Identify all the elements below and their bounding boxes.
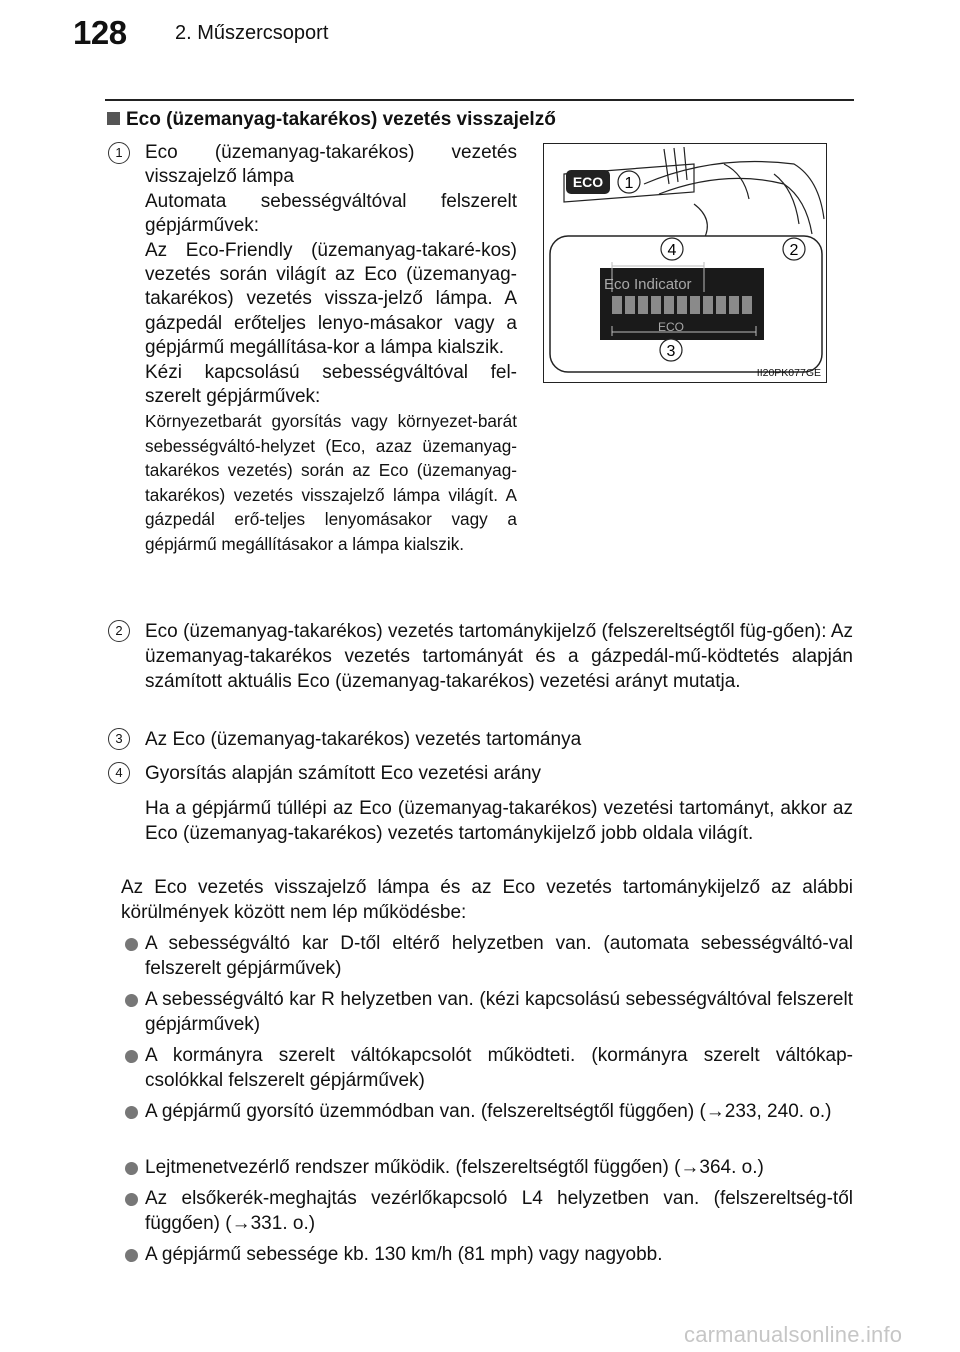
callout-number-4-icon: 4 — [108, 762, 130, 784]
header-rule — [105, 99, 854, 101]
bullet-dot-icon — [125, 1193, 138, 1206]
item-2-text: Eco (üzemanyag-takarékos) vezetés tartománykijelző (felszereltségtől füg-gően): Az üzemanyag-takarékos vezetés tartományát és a gázpedál-mű-ködtetés alapján számított aktuális Eco (üzemanyag-takarékos) vezetési arányt mutatja. — [145, 621, 853, 692]
eco-indicator-figure — [543, 143, 827, 383]
eco-indicator-illustration — [544, 144, 827, 383]
figure-callout-4-label: 4 — [667, 242, 677, 259]
bullet-dot-icon — [125, 1050, 138, 1063]
section-title — [107, 109, 556, 131]
figure-callout-2-label: 2 — [789, 242, 799, 259]
figure-callout-3-label: 3 — [666, 343, 676, 360]
callout-number-2-icon: 2 — [108, 620, 130, 642]
figure-callout-1-label: 1 — [624, 175, 634, 192]
eco-badge-label: ECO — [572, 174, 604, 190]
condition-item: A sebességváltó kar D-től eltérő helyzetben van. (automata sebességváltó-val felszerelt gépjárművek) — [145, 933, 853, 979]
condition-item: Az elsőkerék-meghajtás vezérlőkapcsoló L4 helyzetben van. (felszereltség-től függően) (→331. o.) — [145, 1188, 853, 1234]
callout-number-1-icon: 1 — [108, 142, 130, 164]
eco-indicator-title: Eco Indicator — [604, 276, 692, 293]
condition-item: A gépjármű sebessége kb. 130 km/h (81 mph) vagy nagyobb. — [145, 1244, 663, 1265]
item-1-manual-heading: Kézi kapcsolású sebességváltóval fel-szerelt gépjárművek: — [145, 361, 517, 408]
item-4-text: Gyorsítás alapján számított Eco vezetési arány — [145, 763, 542, 784]
chapter-title: 2. Műszercsoport — [175, 22, 329, 44]
bullet-dot-icon — [125, 994, 138, 1007]
bullet-dot-icon — [125, 938, 138, 951]
bullet-dot-icon — [125, 1106, 138, 1119]
eco-bar-segments — [612, 296, 752, 314]
page-number: 128 — [73, 14, 127, 51]
item-3-text: Az Eco (üzemanyag-takarékos) vezetés tartománya — [145, 729, 582, 750]
condition-item: Lejtmenetvezérlő rendszer működik. (felszereltségtől függően) (→364. o.) — [145, 1157, 764, 1178]
bullet-dot-icon — [125, 1249, 138, 1262]
bullet-dot-icon — [125, 1162, 138, 1175]
range-note: Ha a gépjármű túllépi az Eco (üzemanyag-takarékos) vezetési tartományt, akkor az Eco (üzemanyag-takarékos) vezetés tartománykijelző jobb oldala világít. — [145, 798, 853, 844]
item-1 — [145, 141, 517, 556]
figure-code: II20PK077GE — [756, 367, 821, 379]
condition-item: A sebességváltó kar R helyzetben van. (kézi kapcsolású sebességváltóval felszerelt gépjárművek) — [145, 989, 853, 1035]
condition-item: A gépjármű gyorsító üzemmódban van. (felszereltségtől függően) (→233, 240. o.) — [145, 1101, 832, 1122]
section-square-icon — [107, 112, 120, 125]
item-1-auto-heading: Automata sebességváltóval felszerelt gépjárművek: — [145, 190, 517, 237]
condition-item: A kormányra szerelt váltókapcsolót működteti. (kormányra szerelt váltókap-csolókkal felszerelt gépjárművek) — [145, 1045, 853, 1091]
item-1-auto-text: Az Eco-Friendly (üzemanyag-takaré-kos) vezetés során világít az Eco (üzemanyag-takarékos) vezetés vissza-jelző lámpa. A gázpedál erőteljes lenyo-másakor vagy a gépjármű megállítása-kor a lámpa kialszik. — [145, 239, 517, 359]
callout-number-3-icon: 3 — [108, 728, 130, 750]
item-1-manual-text: Környezetbarát gyorsítás vagy környezet-barát sebességváltó-helyzet (Eco, azaz üzemanyag-takarékos vezetés) során az Eco (üzemanyag-takarékos) vezetés visszajelző lámpa világít. A gázpedál erő-teljes lenyomásakor vagy a gépjármű megállításakor a lámpa kialszik. — [145, 411, 517, 554]
item-1-title: Eco (üzemanyag-takarékos) vezetés visszajelző lámpa — [145, 142, 517, 188]
conditions-intro: Az Eco vezetés visszajelző lámpa és az Eco vezetés tartománykijelző az alábbi körülmények között nem lép működésbe: — [121, 877, 853, 923]
section-title-text: Eco (üzemanyag-takarékos) vezetés visszajelző — [126, 109, 556, 130]
eco-bar-label: ECO — [657, 320, 685, 334]
watermark: carmanualsonline.info — [684, 1322, 903, 1347]
